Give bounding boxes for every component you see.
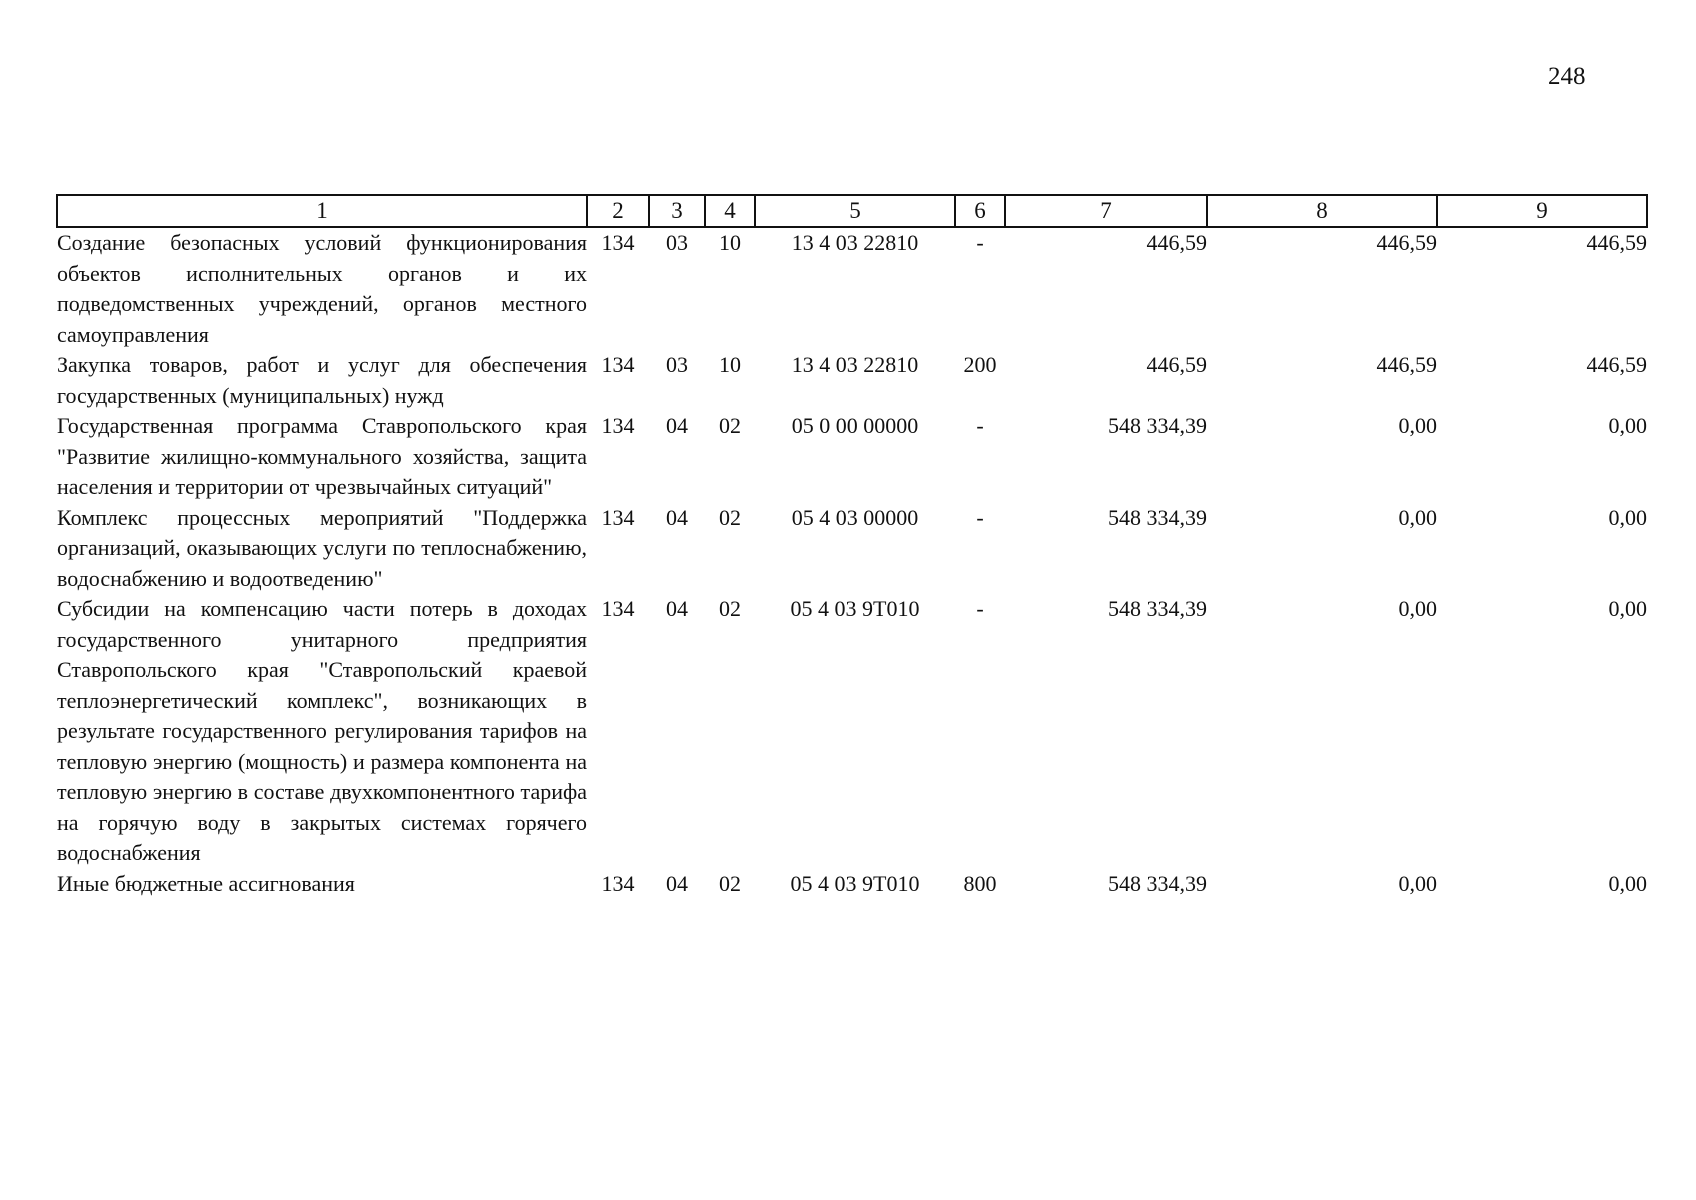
table-row (57, 227, 1647, 350)
cell-col-8: 446,59 (1376, 230, 1437, 255)
header-col-8: 8 (1207, 195, 1437, 227)
cell-col-3: 03 (666, 230, 688, 255)
cell-col-8: 0,00 (1398, 870, 1437, 896)
cell-col-7: 446,59 (1146, 230, 1207, 255)
cell-col-5: 13 4 03 22810 (791, 352, 919, 377)
cell-col-3: 04 (666, 413, 688, 438)
header-col-7: 7 (1005, 195, 1207, 227)
table-row (57, 503, 1647, 595)
cell-col-4: 02 (719, 504, 741, 530)
cell-col-7: 548 334,39 (1108, 596, 1207, 621)
cell-col-3: 04 (666, 870, 688, 896)
row-name: Государственная программа Ставропольского края "Развитие жилищно-коммунального хозяйства, защита населения и территории от чрезвычайных ситуаций" (57, 413, 587, 499)
cell-col-9: 0,00 (1608, 596, 1647, 621)
cell-col-9: 0,00 (1608, 504, 1647, 530)
table-row (57, 594, 1647, 869)
header-col-6: 6 (955, 195, 1005, 227)
row-name: Создание безопасных условий функционирования объектов исполнительных органов и их подведомственных учреждений, органов местного самоуправления (57, 230, 587, 347)
cell-col-2: 134 (601, 352, 635, 377)
header-col-1: 1 (57, 195, 587, 227)
table-row (57, 869, 1647, 900)
cell-col-9: 0,00 (1608, 413, 1647, 438)
cell-col-6: - (976, 596, 984, 621)
row-name: Субсидии на компенсацию части потерь в доходах государственного унитарного предприятия Ставропольского края "Ставропольский краевой теплоэнергетический комплекс", возникающих в результате государственного регулирования тарифов на тепловую энергию (мощность) и размера компонента на тепловую энергию в составе двухкомпонентного тарифа на горячую воду в закрытых системах горячего водоснабжения (57, 596, 587, 865)
cell-col-5: 05 4 03 9Т010 (790, 596, 920, 621)
cell-col-7: 446,59 (1146, 352, 1207, 377)
cell-col-2: 134 (601, 504, 635, 530)
cell-col-2: 134 (601, 230, 635, 255)
header-row (57, 195, 1647, 227)
cell-col-2: 134 (601, 596, 635, 621)
cell-col-8: 0,00 (1398, 413, 1437, 438)
cell-col-7: 548 334,39 (1108, 413, 1207, 438)
row-name: Комплекс процессных мероприятий "Поддержка организаций, оказывающих услуги по теплоснабжению, водоснабжению и водоотведению" (57, 504, 587, 591)
cell-col-5: 05 0 00 00000 (791, 413, 919, 438)
cell-col-4: 02 (719, 413, 741, 438)
row-name: Закупка товаров, работ и услуг для обеспечения государственных (муниципальных) нужд (57, 352, 587, 408)
header-col-9: 9 (1437, 195, 1647, 227)
cell-col-8: 0,00 (1398, 504, 1437, 530)
cell-col-7: 548 334,39 (1108, 504, 1207, 530)
cell-col-3: 03 (666, 352, 688, 377)
cell-col-6: 200 (963, 352, 997, 377)
cell-col-3: 04 (666, 596, 688, 621)
cell-col-6: - (976, 504, 984, 530)
cell-col-4: 02 (719, 596, 741, 621)
cell-col-2: 134 (601, 870, 635, 896)
header-col-3: 3 (649, 195, 705, 227)
cell-col-2: 134 (601, 413, 635, 438)
cell-col-9: 446,59 (1586, 352, 1647, 377)
budget-table (56, 194, 1648, 899)
header-col-2: 2 (587, 195, 649, 227)
row-name: Иные бюджетные ассигнования (57, 870, 355, 896)
header-col-5: 5 (755, 195, 955, 227)
cell-col-6: - (976, 230, 984, 255)
cell-col-4: 10 (719, 352, 741, 377)
cell-col-7: 548 334,39 (1108, 870, 1207, 896)
cell-col-5: 05 4 03 9Т010 (790, 870, 920, 896)
cell-col-8: 0,00 (1398, 596, 1437, 621)
cell-col-4: 02 (719, 870, 741, 896)
cell-col-9: 0,00 (1608, 870, 1647, 896)
cell-col-8: 446,59 (1376, 352, 1437, 377)
header-col-4: 4 (705, 195, 755, 227)
cell-col-4: 10 (719, 230, 741, 255)
table-row (57, 411, 1647, 503)
cell-col-9: 446,59 (1586, 230, 1647, 255)
cell-col-3: 04 (666, 504, 688, 530)
table-row (57, 350, 1647, 411)
page-number: 248 (1548, 63, 1586, 90)
cell-col-6: 800 (963, 870, 997, 896)
cell-col-5: 13 4 03 22810 (791, 230, 919, 255)
cell-col-6: - (976, 413, 984, 438)
cell-col-5: 05 4 03 00000 (791, 504, 919, 530)
